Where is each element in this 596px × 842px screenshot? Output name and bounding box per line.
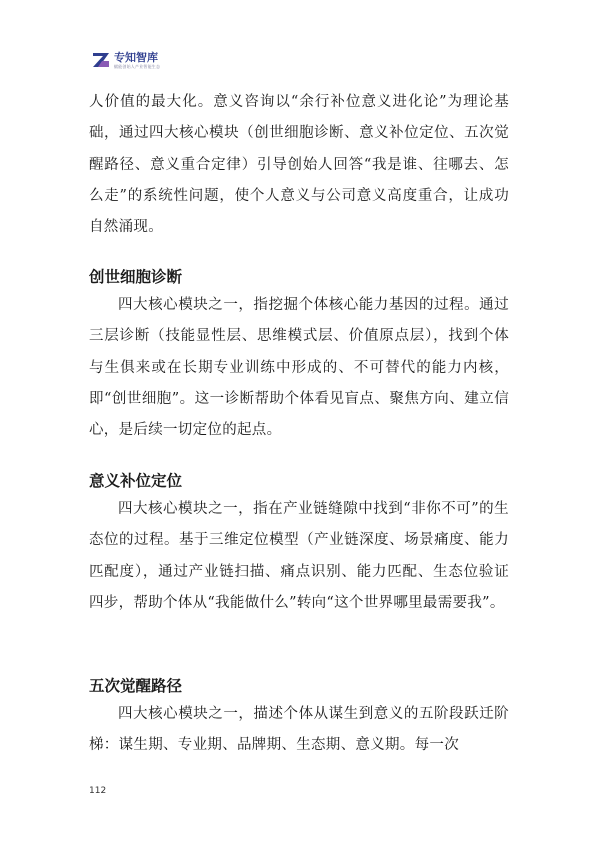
section-heading-positioning: 意义补位定位: [89, 472, 183, 490]
paragraph-awakening: 四大核心模块之一，描述个体从谋生到意义的五阶段跃迁阶梯：谋生期、专业期、品牌期、生态期、意义期。每一次: [89, 706, 509, 754]
page-number: 112: [89, 786, 107, 796]
section-heading-awakening: 五次觉醒路径: [89, 677, 183, 695]
logo-subtitle: 赋能创始人产业智能生态: [114, 63, 161, 69]
header-logo: [92, 48, 160, 72]
paragraph-positioning: 四大核心模块之一，指在产业链缝隙中找到“非你不可”的生态位的过程。基于三维定位模型（产业链深度、场景痛度、能力匹配度），通过产业链扫描、痛点识别、能力匹配、生态位验证四步，帮助个体从“我能做什么”转向“这个世界哪里最需要我”。: [89, 501, 509, 611]
paragraph-intro: 人价值的最大化。意义咨询以“余行补位意义进化论”为理论基础，通过四大核心模块（创世细胞诊断、意义补位定位、五次觉醒路径、意义重合定律）引导创始人回答“我是谁、往哪去、怎么走”的系统性问题，使个人意义与公司意义高度重合，让成功自然涌现。: [89, 94, 509, 236]
logo-z-icon: [92, 51, 110, 69]
paragraph-genesis-cell: 四大核心模块之一，指挖掘个体核心能力基因的过程。通过三层诊断（技能显性层、思维模式层、价值原点层），找到个体与生俱来或在长期专业训练中形成的、不可替代的能力内核，即“创世细胞”。这一诊断帮助个体看见盲点、聚焦方向、建立信心，是后续一切定位的起点。: [89, 297, 509, 439]
section-heading-genesis-cell: 创世细胞诊断: [89, 268, 183, 286]
logo-name: 专知智库: [114, 50, 158, 64]
